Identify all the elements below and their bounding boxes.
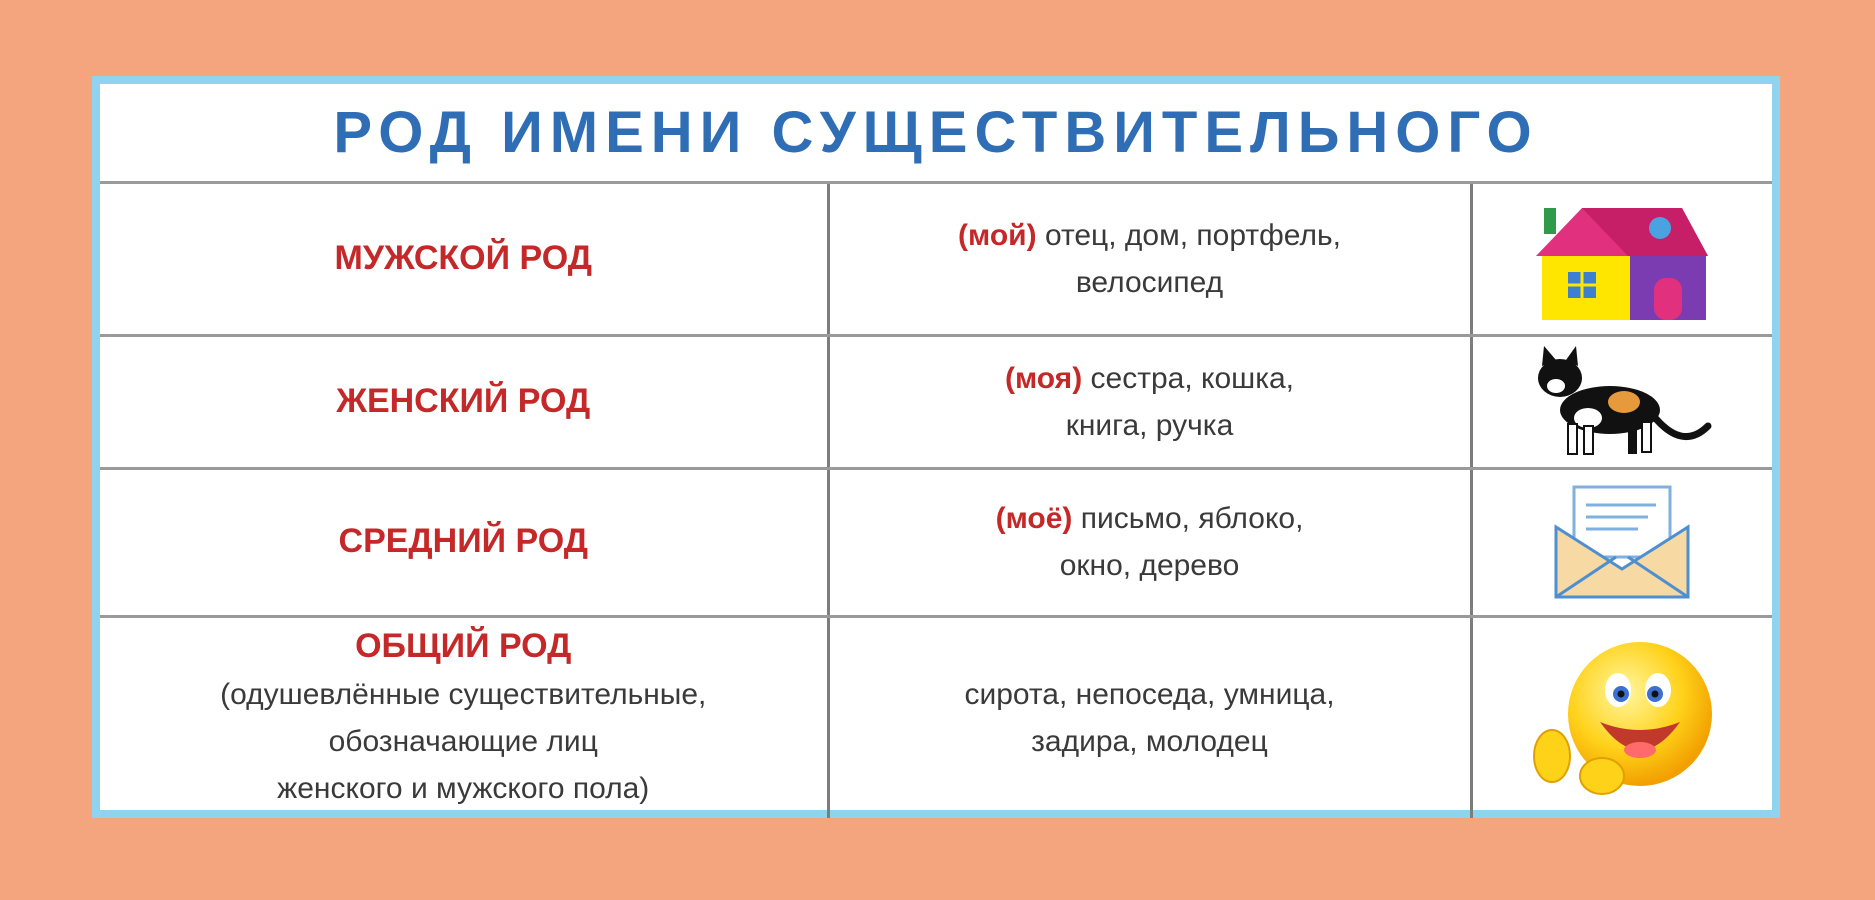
envelope-icon	[1552, 483, 1692, 601]
gender-table-card	[92, 76, 1780, 818]
examples-line-1: отец, дом, портфель,	[1044, 218, 1341, 252]
picture-cell	[1471, 184, 1772, 335]
examples-cell	[828, 335, 1471, 468]
gender-cell	[100, 335, 828, 468]
examples-line-2: задира, молодец	[1031, 724, 1268, 758]
picture-cell	[1471, 616, 1772, 818]
gender-label: ЖЕНСКИЙ РОД	[336, 381, 591, 420]
table-row	[100, 616, 1772, 818]
examples-line-2: окно, дерево	[1059, 549, 1240, 582]
pronoun: (мой)	[958, 218, 1037, 252]
examples-line-1: сирота, непоседа, умница,	[964, 677, 1335, 711]
examples-line-1: сестра, кошка,	[1090, 361, 1295, 395]
pronoun: (моё)	[995, 502, 1073, 535]
cat-icon	[1532, 342, 1712, 462]
examples-line-1: письмо, яблоко,	[1080, 502, 1304, 535]
picture-cell	[1471, 468, 1772, 616]
pronoun: (моя)	[1004, 361, 1083, 395]
examples-cell	[828, 184, 1471, 335]
gender-cell	[100, 468, 828, 616]
table-row	[100, 184, 1772, 335]
examples-cell	[828, 468, 1471, 616]
gender-note-line-2: обозначающие лиц	[328, 725, 598, 759]
examples-line-2: велосипед	[1075, 265, 1224, 299]
gender-label: ОБЩИЙ РОД	[355, 627, 572, 666]
gender-cell	[100, 616, 828, 818]
gender-note-line-1: (одушевлённые существительные,	[220, 678, 707, 712]
examples-line-2: книга, ручка	[1065, 408, 1234, 442]
gender-table	[100, 184, 1772, 818]
house-icon	[1532, 194, 1712, 324]
gender-label: СРЕДНИЙ РОД	[338, 522, 588, 560]
table-title: РОД ИМЕНИ СУЩЕСТВИТЕЛЬНОГО	[100, 84, 1772, 184]
gender-cell	[100, 184, 828, 335]
picture-cell	[1471, 335, 1772, 468]
gender-note-line-3: женского и мужского пола)	[277, 772, 650, 806]
smiley-icon	[1522, 638, 1722, 798]
gender-label: МУЖСКОЙ РОД	[334, 238, 592, 277]
table-row	[100, 468, 1772, 616]
table-row	[100, 335, 1772, 468]
examples-cell	[828, 616, 1471, 818]
